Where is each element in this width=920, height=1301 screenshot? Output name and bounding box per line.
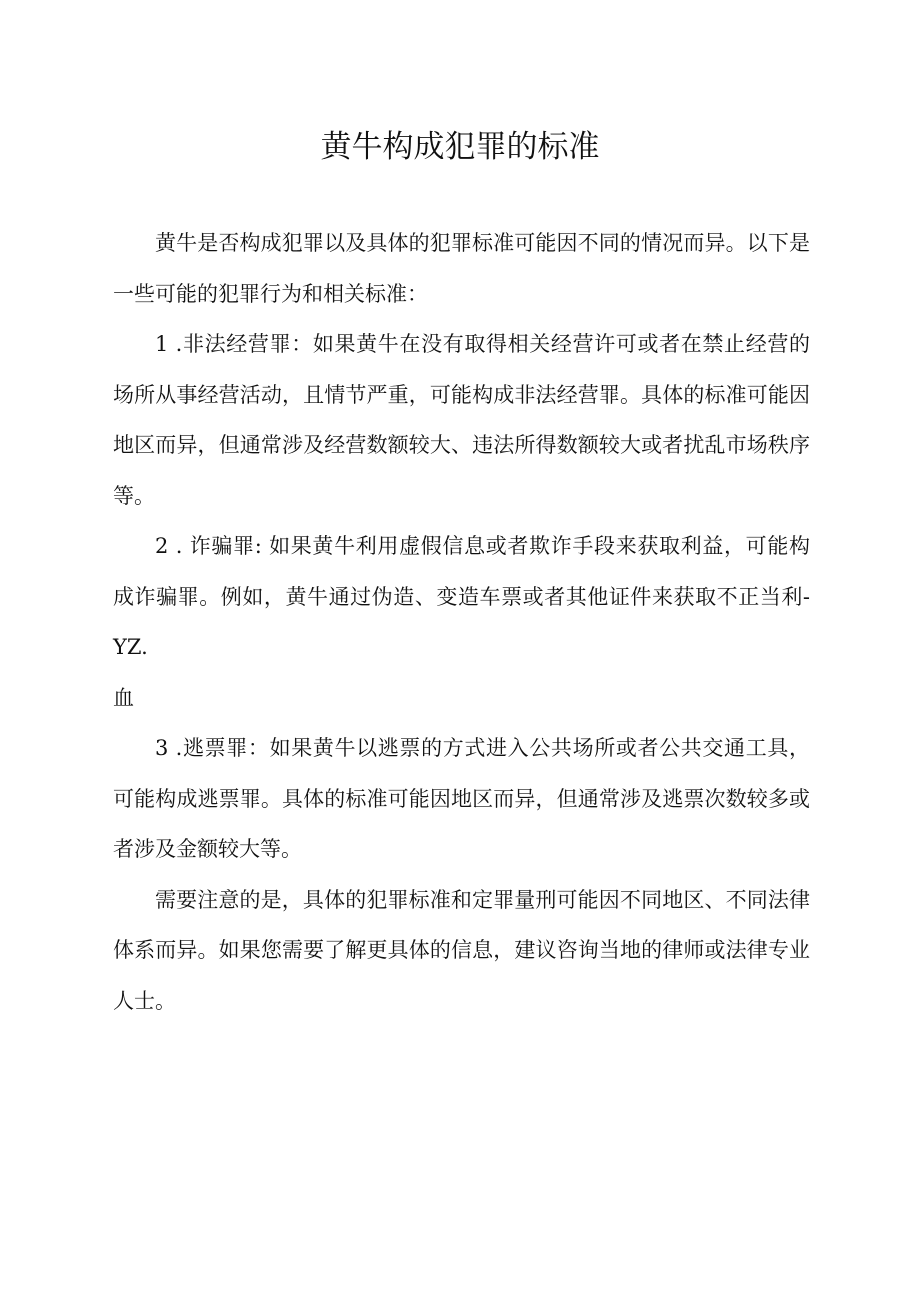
paragraph-item-1-illegal-business: 1 .非法经营罪：如果黄牛在没有取得相关经营许可或者在禁止经营的场所从事经营活动，且情节严重，可能构成非法经营罪。具体的标准可能因地区而异，但通常涉及经营数额较大、违法所得数额较大或者扰乱市场秩序等。 [113,332,810,508]
paragraph-intro: 黄牛是否构成犯罪以及具体的犯罪标准可能因不同的情况而异。以下是一些可能的犯罪行为和相关标准： [113,231,810,306]
document-title: 黄牛构成犯罪的标准 [320,129,600,165]
paragraph-item-3-fare-evasion: 3 .逃票罪：如果黄牛以逃票的方式进入公共场所或者公共交通工具，可能构成逃票罪。具体的标准可能因地区而异，但通常涉及逃票次数较多或者涉及金额较大等。 [113,736,810,861]
paragraph-note: 需要注意的是，具体的犯罪标准和定罪量刑可能因不同地区、不同法律体系而异。如果您需要了解更具体的信息，建议咨询当地的律师或法律专业人士。 [113,887,810,1013]
document-body [113,218,810,1026]
paragraph-stray-character: 血 [113,685,134,710]
paragraph-item-2-fraud: 2 . 诈骗罪: 如果黄牛利用虚假信息或者欺诈手段来获取利益，可能构成诈骗罪。例如，黄牛通过伪造、变造车票或者其他证件来获取不正当利-YZ. [113,534,810,659]
